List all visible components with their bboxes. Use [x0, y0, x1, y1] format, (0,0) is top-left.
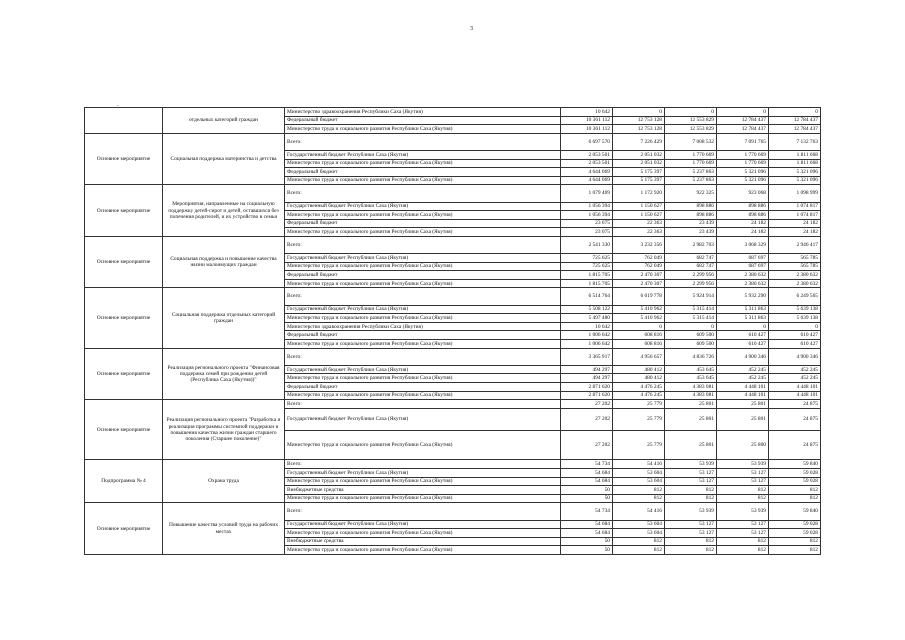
amount-cell: 452 245 [769, 365, 821, 374]
amount-cell: 53 127 [665, 468, 717, 477]
amount-cell: 53 127 [717, 520, 769, 529]
amount-cell: 898 886 [665, 211, 717, 220]
amount-cell: 23 075 [561, 219, 613, 228]
amount-cell: 12 553 829 [665, 125, 717, 134]
amount-cell: 53 604 [613, 468, 665, 477]
page-number: 3 [470, 26, 473, 32]
funding-source-cell: Министерство труда и социального развития Республики Саха (Якутия) [285, 340, 561, 349]
funding-source-cell: Государственный бюджет Республики Саха (Якутия) [285, 365, 561, 374]
amount-cell: 2 871 620 [561, 391, 613, 400]
row-type-cell: Основное мероприятие [85, 133, 163, 185]
amount-cell: 53 939 [717, 503, 769, 520]
amount-cell: 1 074 817 [769, 202, 821, 211]
budget-table [84, 107, 821, 555]
amount-cell: 812 [613, 486, 665, 495]
side-mark: - [117, 104, 119, 109]
funding-source-cell: Всего: [285, 503, 561, 520]
row-type-cell: Основное мероприятие [85, 288, 163, 348]
table-row [85, 236, 821, 253]
amount-cell: 2 051 032 [613, 159, 665, 168]
amount-cell: 5 497 480 [561, 314, 613, 323]
funding-source-cell: Министерство труда и социального развития Республики Саха (Якутия) [285, 159, 561, 168]
amount-cell: 1 770 669 [717, 150, 769, 159]
amount-cell: 565 785 [769, 262, 821, 271]
amount-cell: 0 [769, 108, 821, 117]
amount-cell: 25 779 [613, 400, 665, 409]
amount-cell: 50 [561, 494, 613, 503]
amount-cell: 1 811 668 [769, 150, 821, 159]
funding-source-cell: Министерство труда и социального развития Республики Саха (Якутия) [285, 477, 561, 486]
amount-cell: 1 172 920 [613, 185, 665, 202]
amount-cell: 50 [561, 537, 613, 546]
row-type-cell: Подпрограмма № 4 [85, 460, 163, 503]
amount-cell: 54 684 [561, 520, 613, 529]
amount-cell: 4 644 069 [561, 176, 613, 185]
amount-cell: 1 811 668 [769, 159, 821, 168]
amount-cell: 5 175 397 [613, 168, 665, 177]
amount-cell: 2 299 956 [665, 271, 717, 280]
funding-source-cell: Министерство труда и социального развития Республики Саха (Якутия) [285, 546, 561, 555]
funding-source-cell: Всего: [285, 236, 561, 253]
amount-cell: 2 982 703 [665, 236, 717, 253]
amount-cell: 812 [665, 494, 717, 503]
amount-cell: 1 770 669 [665, 159, 717, 168]
amount-cell: 812 [665, 486, 717, 495]
amount-cell: 24 182 [717, 219, 769, 228]
activity-name-cell: Повышение качества условий труда на рабочих местах [163, 503, 285, 555]
funding-source-cell: Всего: [285, 133, 561, 150]
amount-cell: 687 697 [717, 254, 769, 263]
amount-cell: 1 006 642 [561, 340, 613, 349]
funding-source-cell: Министерство труда и социального развития Республики Саха (Якутия) [285, 494, 561, 503]
amount-cell: 25 779 [613, 431, 665, 460]
amount-cell: 2 380 632 [769, 279, 821, 288]
amount-cell: 27 202 [561, 431, 613, 460]
amount-cell: 812 [717, 494, 769, 503]
activity-name-cell: Реализация регионального проекта "Финансовая поддержка семей при рождении детей (Республика Саха (Якутия))" [163, 348, 285, 400]
amount-cell: 25 801 [717, 400, 769, 409]
amount-cell: 2 871 620 [561, 383, 613, 392]
amount-cell: 565 785 [769, 254, 821, 263]
funding-source-cell: Министерство здравоохранения Республики Саха (Якутия) [285, 322, 561, 331]
amount-cell: 0 [769, 322, 821, 331]
amount-cell: 2 470 307 [613, 279, 665, 288]
amount-cell: 5 237 863 [665, 168, 717, 177]
amount-cell: 6 697 570 [561, 133, 613, 150]
amount-cell: 22 363 [613, 228, 665, 237]
amount-cell: 2 380 632 [769, 271, 821, 280]
amount-cell: 610 427 [769, 331, 821, 340]
amount-cell: 27 202 [561, 408, 613, 430]
amount-cell: 608 816 [613, 331, 665, 340]
funding-source-cell: Всего: [285, 460, 561, 469]
amount-cell: 2 053 501 [561, 159, 613, 168]
amount-cell: 812 [769, 537, 821, 546]
amount-cell: 5 315 414 [665, 314, 717, 323]
amount-cell: 610 427 [769, 340, 821, 349]
amount-cell: 494 297 [561, 365, 613, 374]
amount-cell: 12 784 437 [717, 125, 769, 134]
amount-cell: 812 [769, 494, 821, 503]
amount-cell: 5 237 863 [665, 176, 717, 185]
amount-cell: 4 900 346 [769, 348, 821, 365]
amount-cell: 4 448 101 [717, 383, 769, 392]
activity-name-cell: Реализация регионального проекта "Разработка и реализация программы системной поддержки и повышения качества жизни граждан старшего поколения (Старшее поколение)" [163, 400, 285, 460]
amount-cell: 608 816 [613, 340, 665, 349]
amount-cell: 24 182 [717, 228, 769, 237]
amount-cell: 3 365 917 [561, 348, 613, 365]
funding-source-cell: Министерство труда и социального развития Республики Саха (Якутия) [285, 314, 561, 323]
amount-cell: 25 801 [665, 431, 717, 460]
row-type-cell: Основное мероприятие [85, 348, 163, 400]
amount-cell: 7 008 532 [665, 133, 717, 150]
amount-cell: 6 249 565 [769, 288, 821, 305]
amount-cell: 25 779 [613, 408, 665, 430]
amount-cell: 2 380 632 [717, 279, 769, 288]
amount-cell: 7 091 765 [717, 133, 769, 150]
funding-source-cell: Всего: [285, 288, 561, 305]
amount-cell: 53 127 [717, 529, 769, 538]
amount-cell: 53 127 [717, 468, 769, 477]
amount-cell: 1 056 394 [561, 202, 613, 211]
amount-cell: 610 427 [717, 331, 769, 340]
amount-cell: 50 [561, 546, 613, 555]
amount-cell: 25 801 [665, 408, 717, 430]
funding-source-cell: Федеральный бюджет [285, 168, 561, 177]
funding-source-cell: Государственный бюджет Республики Саха (Якутия) [285, 408, 561, 430]
funding-source-cell: Министерство труда и социального развития Республики Саха (Якутия) [285, 125, 561, 134]
amount-cell: 812 [613, 546, 665, 555]
amount-cell: 59 840 [769, 460, 821, 469]
row-type-cell [85, 108, 163, 134]
amount-cell: 480 412 [613, 365, 665, 374]
funding-source-cell: Министерство труда и социального развития Республики Саха (Якутия) [285, 211, 561, 220]
amount-cell: 4 476 245 [613, 391, 665, 400]
table-row [85, 108, 821, 117]
amount-cell: 4 383 081 [665, 383, 717, 392]
amount-cell: 2 380 632 [717, 271, 769, 280]
amount-cell: 10 642 [561, 322, 613, 331]
amount-cell: 59 028 [769, 529, 821, 538]
amount-cell: 4 900 346 [717, 348, 769, 365]
amount-cell: 59 840 [769, 503, 821, 520]
amount-cell: 25 800 [717, 431, 769, 460]
amount-cell: 452 245 [717, 374, 769, 383]
amount-cell: 453 645 [665, 365, 717, 374]
amount-cell: 4 448 101 [769, 383, 821, 392]
amount-cell: 5 508 122 [561, 305, 613, 314]
amount-cell: 24 182 [769, 228, 821, 237]
amount-cell: 898 886 [717, 211, 769, 220]
amount-cell: 898 886 [665, 202, 717, 211]
row-type-cell: Основное мероприятие [85, 400, 163, 460]
amount-cell: 762 049 [613, 254, 665, 263]
funding-source-cell: Министерство труда и социального развития Республики Саха (Якутия) [285, 391, 561, 400]
amount-cell: 4 476 245 [613, 383, 665, 392]
amount-cell: 923 068 [717, 185, 769, 202]
amount-cell: 7 132 763 [769, 133, 821, 150]
funding-source-cell: Государственный бюджет Республики Саха (Якутия) [285, 254, 561, 263]
amount-cell: 24 875 [769, 431, 821, 460]
amount-cell: 6 019 778 [613, 288, 665, 305]
amount-cell: 4 956 657 [613, 348, 665, 365]
amount-cell: 12 753 128 [613, 125, 665, 134]
amount-cell: 5 932 290 [717, 288, 769, 305]
amount-cell: 812 [769, 486, 821, 495]
funding-source-cell: Министерство труда и социального развития Республики Саха (Якутия) [285, 374, 561, 383]
amount-cell: 812 [613, 494, 665, 503]
funding-source-cell: Государственный бюджет Республики Саха (Якутия) [285, 202, 561, 211]
amount-cell: 54 684 [561, 529, 613, 538]
amount-cell: 54 684 [561, 468, 613, 477]
amount-cell: 7 226 429 [613, 133, 665, 150]
funding-source-cell: Внебюджетные средства [285, 486, 561, 495]
amount-cell: 812 [717, 546, 769, 555]
amount-cell: 5 639 138 [769, 305, 821, 314]
amount-cell: 0 [613, 108, 665, 117]
amount-cell: 1 150 627 [613, 211, 665, 220]
amount-cell: 6 514 764 [561, 288, 613, 305]
activity-name-cell: Мероприятия, направленные на социальную поддержку детей-сирот и детей, оставшихся без попечения родителей, и их устройство в семьи [163, 185, 285, 237]
funding-source-cell: Внебюджетные средства [285, 537, 561, 546]
amount-cell: 725 625 [561, 262, 613, 271]
amount-cell: 53 939 [665, 503, 717, 520]
amount-cell: 59 028 [769, 477, 821, 486]
table-row [85, 460, 821, 469]
amount-cell: 22 363 [613, 219, 665, 228]
amount-cell: 452 245 [717, 365, 769, 374]
amount-cell: 1 770 669 [717, 159, 769, 168]
table-row [85, 503, 821, 520]
amount-cell: 4 836 726 [665, 348, 717, 365]
amount-cell: 54 416 [613, 503, 665, 520]
amount-cell: 54 734 [561, 503, 613, 520]
amount-cell: 5 410 962 [613, 305, 665, 314]
amount-cell: 2 053 501 [561, 150, 613, 159]
amount-cell: 0 [665, 108, 717, 117]
amount-cell: 0 [717, 322, 769, 331]
amount-cell: 1 815 705 [561, 271, 613, 280]
activity-name-cell: Социальная поддержка материнства и детства [163, 133, 285, 185]
amount-cell: 1 770 669 [665, 150, 717, 159]
amount-cell: 812 [665, 537, 717, 546]
amount-cell: 2 299 956 [665, 279, 717, 288]
amount-cell: 0 [717, 108, 769, 117]
amount-cell: 53 939 [717, 460, 769, 469]
amount-cell: 0 [613, 322, 665, 331]
amount-cell: 2 051 032 [613, 150, 665, 159]
funding-source-cell: Всего: [285, 348, 561, 365]
funding-source-cell: Федеральный бюджет [285, 383, 561, 392]
amount-cell: 0 [665, 322, 717, 331]
amount-cell: 4 448 101 [717, 391, 769, 400]
amount-cell: 453 645 [665, 374, 717, 383]
row-type-cell: Основное мероприятие [85, 503, 163, 555]
activity-name-cell: отдельных категорий граждан [163, 108, 285, 134]
amount-cell: 5 315 414 [665, 305, 717, 314]
amount-cell: 53 127 [665, 520, 717, 529]
amount-cell: 4 383 081 [665, 391, 717, 400]
amount-cell: 53 604 [613, 529, 665, 538]
amount-cell: 5 311 863 [717, 305, 769, 314]
amount-cell: 1 150 627 [613, 202, 665, 211]
amount-cell: 812 [717, 486, 769, 495]
amount-cell: 494 297 [561, 374, 613, 383]
amount-cell: 1 056 394 [561, 211, 613, 220]
amount-cell: 4 644 069 [561, 168, 613, 177]
amount-cell: 762 049 [613, 262, 665, 271]
amount-cell: 12 784 437 [769, 125, 821, 134]
activity-name-cell: Социальная поддержка отдельных категорий граждан [163, 288, 285, 348]
amount-cell: 682 747 [665, 254, 717, 263]
funding-source-cell: Министерство здравоохранения Республики Саха (Якутия) [285, 108, 561, 117]
amount-cell: 27 202 [561, 400, 613, 409]
amount-cell: 5 311 863 [717, 314, 769, 323]
amount-cell: 10 361 112 [561, 116, 613, 125]
amount-cell: 53 939 [665, 460, 717, 469]
amount-cell: 2 470 307 [613, 271, 665, 280]
table-row [85, 348, 821, 365]
amount-cell: 2 541 330 [561, 236, 613, 253]
amount-cell: 24 875 [769, 408, 821, 430]
amount-cell: 812 [665, 546, 717, 555]
amount-cell: 12 784 437 [717, 116, 769, 125]
table-row [85, 288, 821, 305]
amount-cell: 609 500 [665, 331, 717, 340]
funding-source-cell: Государственный бюджет Республики Саха (Якутия) [285, 468, 561, 477]
amount-cell: 12 753 128 [613, 116, 665, 125]
amount-cell: 23 439 [665, 228, 717, 237]
table-row [85, 185, 821, 202]
amount-cell: 54 734 [561, 460, 613, 469]
amount-cell: 812 [769, 546, 821, 555]
amount-cell: 4 448 101 [769, 391, 821, 400]
row-type-cell: Основное мероприятие [85, 236, 163, 288]
amount-cell: 12 784 437 [769, 116, 821, 125]
funding-source-cell: Министерство труда и социального развития Республики Саха (Якутия) [285, 431, 561, 460]
amount-cell: 50 [561, 486, 613, 495]
amount-cell: 25 801 [665, 400, 717, 409]
funding-source-cell: Министерство труда и социального развития Республики Саха (Якутия) [285, 529, 561, 538]
amount-cell: 480 412 [613, 374, 665, 383]
funding-source-cell: Федеральный бюджет [285, 116, 561, 125]
amount-cell: 1 006 642 [561, 331, 613, 340]
amount-cell: 5 924 914 [665, 288, 717, 305]
funding-source-cell: Государственный бюджет Республики Саха (Якутия) [285, 150, 561, 159]
amount-cell: 53 127 [717, 477, 769, 486]
funding-source-cell: Федеральный бюджет [285, 271, 561, 280]
amount-cell: 725 625 [561, 254, 613, 263]
amount-cell: 452 245 [769, 374, 821, 383]
funding-source-cell: Министерство труда и социального развития Республики Саха (Якутия) [285, 262, 561, 271]
amount-cell: 24 182 [769, 219, 821, 228]
amount-cell: 24 875 [769, 400, 821, 409]
amount-cell: 5 639 138 [769, 314, 821, 323]
amount-cell: 5 321 096 [769, 176, 821, 185]
funding-source-cell: Всего: [285, 400, 561, 409]
funding-source-cell: Министерство труда и социального развития Республики Саха (Якутия) [285, 176, 561, 185]
table-row [85, 133, 821, 150]
funding-source-cell: Государственный бюджет Республики Саха (Якутия) [285, 305, 561, 314]
amount-cell: 687 697 [717, 262, 769, 271]
amount-cell: 898 886 [717, 202, 769, 211]
amount-cell: 54 416 [613, 460, 665, 469]
amount-cell: 5 321 096 [717, 168, 769, 177]
funding-source-cell: Министерство труда и социального развития Республики Саха (Якутия) [285, 279, 561, 288]
amount-cell: 922 325 [665, 185, 717, 202]
amount-cell: 682 747 [665, 262, 717, 271]
amount-cell: 3 232 356 [613, 236, 665, 253]
amount-cell: 1 079 469 [561, 185, 613, 202]
amount-cell: 59 028 [769, 468, 821, 477]
amount-cell: 2 946 417 [769, 236, 821, 253]
row-type-cell: Основное мероприятие [85, 185, 163, 237]
amount-cell: 812 [613, 537, 665, 546]
amount-cell: 3 068 329 [717, 236, 769, 253]
amount-cell: 610 427 [717, 340, 769, 349]
funding-source-cell: Министерство труда и социального развития Республики Саха (Якутия) [285, 228, 561, 237]
amount-cell: 53 604 [613, 520, 665, 529]
amount-cell: 59 028 [769, 520, 821, 529]
amount-cell: 5 175 397 [613, 176, 665, 185]
activity-name-cell: Охрана труда [163, 460, 285, 503]
amount-cell: 25 801 [717, 408, 769, 430]
funding-source-cell: Государственный бюджет Республики Саха (Якутия) [285, 520, 561, 529]
funding-source-cell: Федеральный бюджет [285, 331, 561, 340]
amount-cell: 53 127 [665, 477, 717, 486]
amount-cell: 609 500 [665, 340, 717, 349]
amount-cell: 53 604 [613, 477, 665, 486]
amount-cell: 53 127 [665, 529, 717, 538]
amount-cell: 1 098 999 [769, 185, 821, 202]
amount-cell: 5 410 962 [613, 314, 665, 323]
funding-source-cell: Федеральный бюджет [285, 219, 561, 228]
amount-cell: 10 361 112 [561, 125, 613, 134]
amount-cell: 10 642 [561, 108, 613, 117]
amount-cell: 23 075 [561, 228, 613, 237]
amount-cell: 12 553 829 [665, 116, 717, 125]
activity-name-cell: Социальная поддержка и повышение качества жизни малоимущих граждан [163, 236, 285, 288]
amount-cell: 5 321 096 [769, 168, 821, 177]
funding-source-cell: Всего: [285, 185, 561, 202]
amount-cell: 1 815 705 [561, 279, 613, 288]
table-row [85, 400, 821, 409]
amount-cell: 5 321 096 [717, 176, 769, 185]
amount-cell: 54 684 [561, 477, 613, 486]
amount-cell: 812 [717, 537, 769, 546]
amount-cell: 1 074 817 [769, 211, 821, 220]
amount-cell: 23 439 [665, 219, 717, 228]
